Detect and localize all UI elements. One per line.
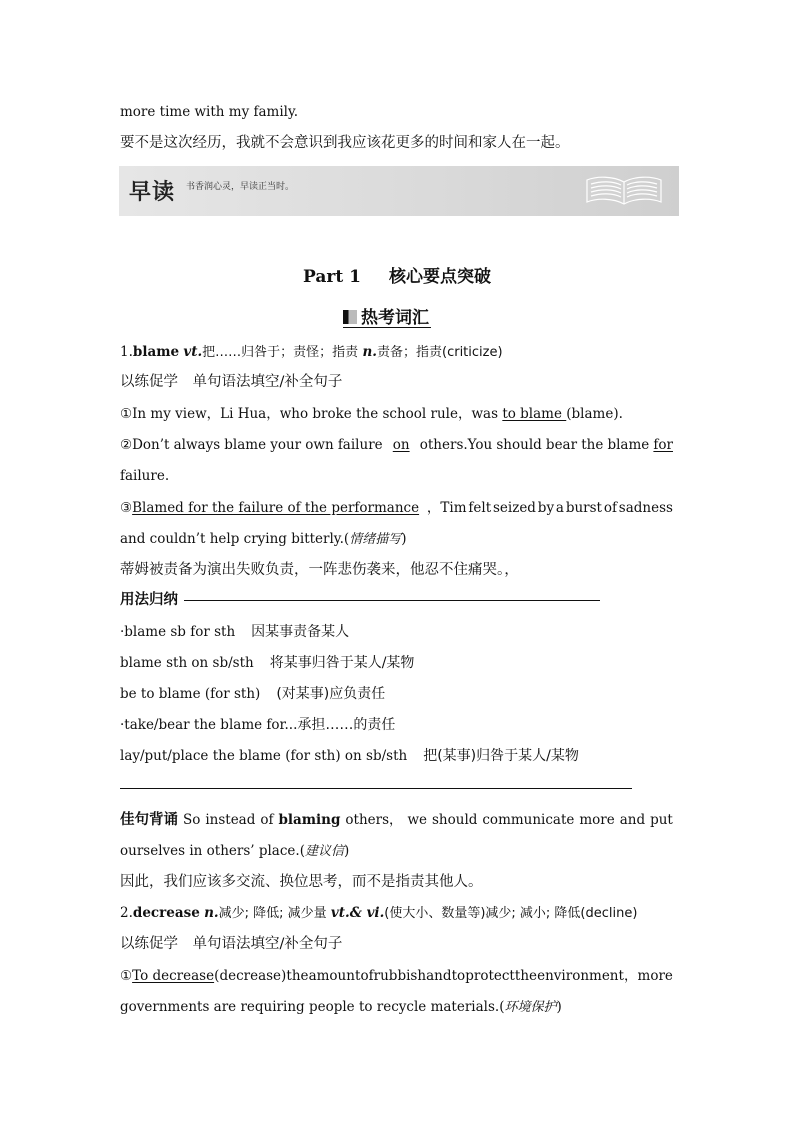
word: more (579, 812, 615, 828)
word: and (619, 812, 646, 828)
usage-english: ·blame sb for sth (120, 624, 236, 640)
section-heading (343, 303, 431, 328)
word: instead (205, 812, 256, 828)
morning-reading-banner (119, 166, 679, 216)
word: put (650, 812, 673, 828)
exercise-3-line2 (120, 529, 673, 550)
word: by (537, 500, 555, 516)
word: the (286, 968, 309, 984)
topic-tag: 环境保护 (504, 1000, 557, 1015)
usage-item (120, 622, 673, 642)
good-sentence-line2 (120, 841, 673, 862)
word: own (305, 437, 334, 453)
topic-tag: 情绪描写 (349, 532, 402, 547)
word: of (603, 500, 617, 516)
open-book-icon (583, 172, 665, 212)
answer: on (392, 437, 410, 453)
usage-english: ·take/bear the blame for... (120, 717, 298, 733)
exercise-3-line1 (120, 498, 673, 518)
exercise-text: ) (556, 999, 562, 1015)
word: a (555, 500, 564, 516)
usage-chinese: 承担……的责任 (297, 717, 396, 733)
usage-item (120, 684, 673, 704)
definition: 减少; 降低; 减少量 (218, 906, 327, 921)
word: of (260, 812, 274, 828)
word: (decrease) (214, 968, 287, 984)
usage-chinese: 因某事责备某人 (251, 624, 350, 640)
exercise-2-line2: failure. (120, 468, 170, 484)
answer: Blamed for the failure of the performance (132, 500, 420, 516)
word: we (407, 812, 428, 828)
good-sentence-line1 (120, 810, 673, 830)
exercise-1 (120, 404, 673, 424)
usage-english: lay/put/place the blame (for sth) on sb/sth (120, 748, 408, 764)
circled-number: ① (120, 968, 133, 984)
intro-english-tail: more time with my family. (120, 104, 299, 120)
word: amount (308, 968, 361, 984)
usage-chinese: 将某事归咎于某人/某物 (269, 655, 415, 671)
section-marker-icon (343, 310, 357, 324)
decrease-exercise-1-line2 (120, 997, 673, 1018)
usage-english: be to blame (for sth) (120, 686, 261, 702)
practice-heading: 以练促学 单句语法填空/补全句子 (120, 936, 343, 952)
sentence-text: ) (343, 843, 350, 859)
word: should (432, 812, 478, 828)
part-of-speech: vt. (183, 344, 203, 360)
part-of-speech: vt.& vi. (330, 905, 385, 921)
part-of-speech: n. (204, 905, 219, 921)
word: bear (545, 437, 578, 453)
good-sentence-label: 佳句背诵 (120, 812, 178, 828)
section-title: 热考词汇 (361, 308, 429, 328)
exercise-text: and couldn’t help crying bitterly.( (120, 531, 350, 547)
word: ，more (624, 968, 673, 984)
usage-heading-rule (184, 600, 600, 601)
word: ②Don’t (120, 437, 170, 453)
headword: decrease (132, 905, 200, 921)
word: others， (345, 812, 403, 828)
answer: to blame (502, 406, 567, 422)
word: burst (565, 500, 602, 516)
exercise-2-line1 (120, 435, 673, 455)
word: ，Tim (426, 500, 467, 516)
key-word: blaming (278, 812, 341, 828)
part-heading (0, 262, 794, 287)
usage-chinese: 把(某事)归咎于某人/某物 (423, 748, 579, 764)
sentence-text: ourselves in others’ place.( (120, 843, 305, 859)
word: felt (468, 500, 492, 516)
definition: 责备；指责(criticize) (377, 345, 503, 360)
word: should (496, 437, 542, 453)
usage-chinese: (对某事)应负责任 (276, 686, 386, 702)
part-of-speech: n. (362, 344, 377, 360)
word: sadness (618, 500, 673, 516)
word: others.You (419, 437, 493, 453)
answer: To decrease (132, 968, 215, 984)
exercise-text: ①In my view，Li Hua，who broke the school rule，was (120, 406, 503, 422)
word: protect (465, 968, 515, 984)
definition: 把……归咎于；责怪；指责 (202, 345, 359, 360)
word: your (270, 437, 302, 453)
word: blame (224, 437, 267, 453)
banner-subtitle: 书香润心灵，早读正当时。 (186, 182, 295, 192)
word: environment (537, 968, 624, 984)
usage-heading: 用法归纳 (120, 592, 178, 608)
entry-blame-headword (120, 342, 673, 363)
practice-heading: 以练促学 单句语法填空/补全句子 (120, 374, 343, 390)
exercise-text: (blame). (566, 406, 623, 422)
word: the (514, 968, 538, 984)
answer: for (653, 437, 673, 453)
headword: blame (132, 344, 180, 360)
word: of (360, 968, 374, 984)
good-sentence-translation: 因此，我们应该多交流、换位思考，而不是指责其他人。 (120, 874, 483, 890)
usage-english: blame sth on sb/sth (120, 655, 254, 671)
word: rubbish (373, 968, 427, 984)
exercise-text: governments are requiring people to recycle materials.( (120, 999, 505, 1015)
part-title: 核心要点突破 (388, 267, 491, 287)
word: and (426, 968, 452, 984)
usage-item (120, 715, 673, 735)
usage-item (120, 653, 673, 673)
banner-title: 早读 (129, 180, 176, 205)
entry-number: 2. (120, 905, 133, 921)
word: always (173, 437, 221, 453)
usage-item (120, 746, 673, 766)
exercise-text: ) (401, 531, 407, 547)
word: blame (607, 437, 650, 453)
word: the (581, 437, 604, 453)
exercise-3-translation: 蒂姆被责备为演出失败负责，一阵悲伤袭来，他忍不住痛哭。， (120, 562, 519, 578)
word: failure (337, 437, 383, 453)
word: communicate (482, 812, 575, 828)
topic-tag: 建议信 (304, 844, 344, 859)
word: to (451, 968, 466, 984)
intro-chinese-translation: 要不是这次经历，我就不会意识到我应该花更多的时间和家人在一起。 (120, 135, 570, 151)
entry-decrease-headword (120, 903, 673, 924)
circled-number: ③ (120, 500, 133, 516)
word: seized (492, 500, 536, 516)
word: So (182, 812, 201, 828)
definition: (使大小、数量等)减少; 减小; 降低(decline) (384, 906, 638, 921)
decrease-exercise-1-line1 (120, 966, 673, 986)
part-label: Part 1 (303, 267, 361, 287)
usage-bottom-rule (120, 788, 632, 789)
entry-number: 1. (120, 344, 133, 360)
